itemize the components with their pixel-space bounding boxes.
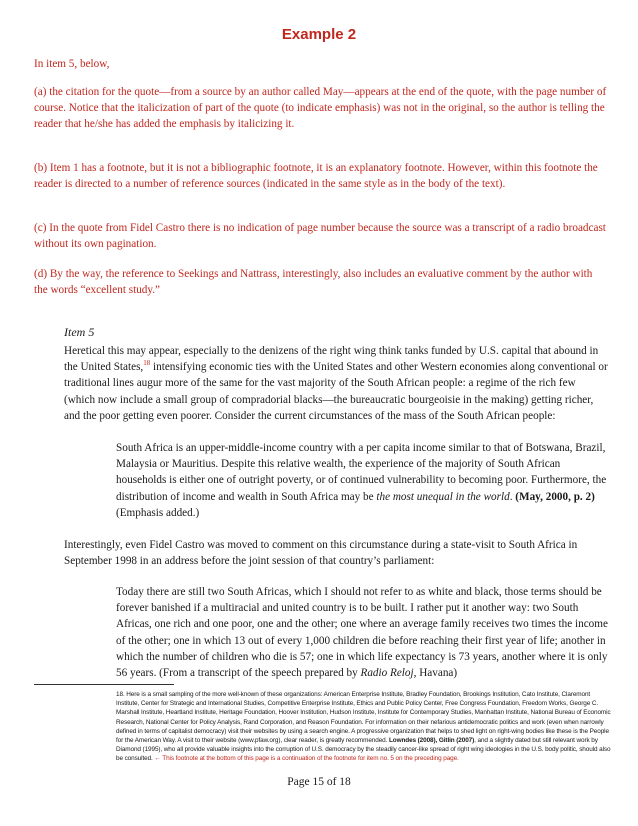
intro-paragraph-a: (a) the citation for the quote—from a source by an author called May—appears at the end of the quote, with the page number of course. Notice that the italicization of part of the quote (to indicate emphasis) was not in the original, so the author is telling the reader that he/she has added the emphasis by italicizing it. — [34, 86, 607, 130]
intro-paragraph-d: (d) By the way, the reference to Seekings and Nattrass, interestingly, also includes an evaluative comment by the author with the words “excellent study.” — [34, 268, 593, 296]
page-number: Page 15 of 18 — [287, 776, 351, 788]
quote-2-source: Radio Reloj — [360, 667, 414, 680]
footnote-citation: Lowndes (2008), Gitlin (2007) — [388, 737, 475, 745]
item-paragraph-1-text-b: intensifying economic ties with the United States and other Western economies along conventional or traditional lines augur more of the same for the vast majority of the South African people: a regime of the rich few (which now include a small group of compradorial blacks—the bureaucratic bourgeoisie in the making) getting richer, and the poor getting even poorer. Consider the current circumstances of the mass of the South African people: — [64, 361, 608, 422]
footnote-18 — [116, 690, 612, 764]
arrow-left-icon: ← — [154, 755, 161, 763]
intro-paragraph-c: (c) In the quote from Fidel Castro there is no indication of page number because the source was a transcript of a radio broadcast without its own pagination. — [34, 222, 606, 250]
intro-paragraph-b: (b) Item 1 has a footnote, but it is not a bibliographic footnote, it is an explanatory footnote. However, within this footnote the reader is directed to a number of reference sources (indicated in the same style as in the body of the text). — [34, 162, 598, 190]
block-quote-may — [116, 440, 608, 521]
item-heading: Item 5 — [64, 325, 95, 339]
quote-1-citation: (May, 2000, p. 2) — [515, 490, 595, 503]
item-paragraph-1 — [64, 343, 608, 424]
item-paragraph-1-text-a: Heretical this may appear, especially to the denizens of the right wing think tanks funded by U.S. capital that abound in the United States, — [64, 345, 599, 374]
block-quote-castro — [116, 584, 608, 681]
quote-2-text-b: , Havana) — [413, 667, 458, 680]
quote-2-text-a: Today there are still two South Africas, which I should not refer to as white and black, those terms should be forever banished if a multiracial and united country is to be built. I rather put it another way: two South Africas, one rich and one poor, one and the other; one where an average family receives two times the income of the other; one in which 13 out of every 1,000 children die before reaching their first year of life; another in which the number of children who die is 57; one in which life expectancy is 73 years, another where it is only 56 years. (From a transcript of the speech prepared by — [116, 586, 608, 680]
quote-1-text-c: (Emphasis added.) — [116, 506, 200, 519]
quote-1-text-a: South Africa is an upper-middle-income country with a per capita income similar to that of Botswana, Brazil, Malaysia or Mauritius. Despite this relative wealth, the experience of the majority of South African households is either one of outright poverty, or of continued vulnerability to becoming poor. Furthermore, the distribution of income and wealth in South Africa may be — [116, 442, 607, 503]
footnote-continuation-note: This footnote at the bottom of this page is a continuation of the footnote for item no. 5 on the preceding page. — [160, 755, 459, 763]
item-paragraph-2: Interestingly, even Fidel Castro was moved to comment on this circumstance during a state-visit to South Africa in September 1998 in an address before the joint session of that country’s parliament: — [64, 539, 578, 568]
footnote-divider — [34, 684, 174, 685]
footnote-text-a: 18. Here is a small sampling of the more well-known of these organizations: American Enterprise Institute, Bradley Foundation, Brookings Institution, Cato Institute, Claremont Institute, Center for Strategic and International Studies, Competitive Enterprise Institute, Ethics and Public Policy Center, Free Congress Foundation, Freedom Works, George C. Marshall Institute, Heartland Institute, Heritage Foundation, Hoover Institution, Hudson Institute, Institute for Contemporary Studies, Manhattan Institute, National Bureau of Economic Research, National Center for Policy Analysis, Rand Corporation, and Reason Foundation. For information on their nefarious antidemocratic politics and work (even when narrowly defined in terms of capitalist democracy) visit their websites by using a search engine. A progressive organization that helps to shed light on right-wing bodies like these is the People for the American Way. A visit to their website (www.pfaw.org), clear reader, is greatly recommended. — [116, 691, 611, 745]
footnote-text-b: , and a slightly dated but still relevant work by Diamond (1995), who all provide valuable insights into the corruption of U.S. democracy by the steadily cancer-like spread of right wing ideologies in the U.S. body politic, should also be consulted. — [116, 737, 611, 763]
intro-paragraph-0: In item 5, below, — [34, 58, 110, 70]
quote-1-text-b: . — [509, 490, 516, 503]
footnote-marker[interactable]: 18 — [143, 359, 151, 368]
page-title: Example 2 — [281, 26, 357, 43]
quote-1-emphasis: the most unequal in the world — [376, 490, 510, 503]
